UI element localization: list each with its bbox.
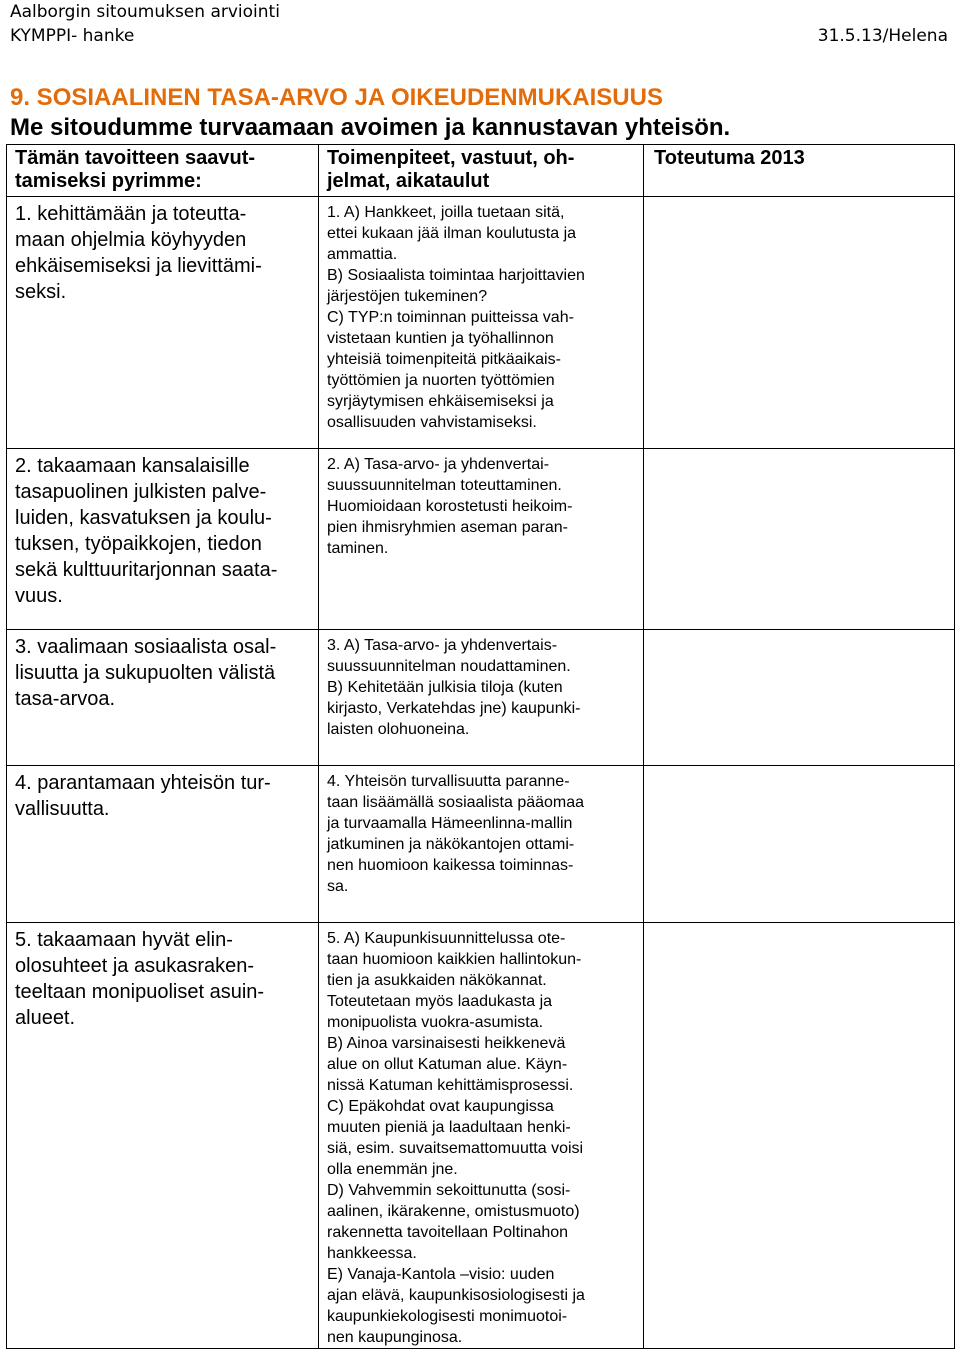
goal-cell: 2. takaamaan kansalaisille tasapuolinen julkisten palve- luiden, kasvatuksen ja koulu- tuksen, työpaikkojen, tiedon sekä kulttuuritarjonnan saata- vuus. [7, 449, 319, 630]
document-header-left [10, 0, 280, 48]
result-cell [644, 449, 955, 630]
table-row [7, 449, 955, 630]
action-cell: 4. Yhteisön turvallisuutta paranne- taan lisäämällä sosiaalista pääomaa ja turvaamalla Hämeenlinna-mallin jatkuminen ja näkökantojen ottami- nen huomioon kaikessa toiminnas- sa. [319, 766, 644, 923]
action-cell: 5. A) Kaupunkisuunnittelussa ote- taan huomioon kaikkien hallintokun- tien ja asukkaiden näkökannat. Toteutetaan myös laadukasta ja monipuolista vuokra-asumista. B) Ainoa varsinaisesti heikkenevä alue on ollut Katuman alue. Käyn- nissä Katuman kehittämisprosessi. C) Epäkohdat ovat kaupungissa muuten pieniä ja laadultaan henki- siä, esim. suvaitsemattomuutta voisi olla enemmän jne. D) Vahvemmin sekoittunutta (sosi- aalinen, ikärakenne, omistusmuoto) rakennetta tavoitellaan Poltinahon hankkeessa. E) Vanaja-Kantola –visio: uuden ajan elävä, kaupunkisosiologisesti ja kaupunkiekologisesti monimuotoi- nen kaupunginosa. [319, 923, 644, 1349]
goal-cell: 4. parantamaan yhteisön tur- vallisuutta. [7, 766, 319, 923]
result-cell [644, 766, 955, 923]
table-row [7, 630, 955, 766]
result-cell [644, 630, 955, 766]
goal-cell: 3. vaalimaan sosiaalista osal- lisuutta ja sukupuolten välistä tasa-arvoa. [7, 630, 319, 766]
action-cell: 2. A) Tasa-arvo- ja yhdenvertai- suussuunnitelman toteuttaminen. Huomioidaan korostetusti heikoim- pien ihmisryhmien aseman paran- taminen. [319, 449, 644, 630]
table-row [7, 197, 955, 449]
table-header-row [7, 145, 955, 197]
section-title: 9. SOSIAALINEN TASA-ARVO JA OIKEUDENMUKAISUUS [10, 84, 663, 111]
table-row [7, 766, 955, 923]
header-result: Toteutuma 2013 [644, 145, 955, 197]
header-goals: Tämän tavoitteen saavut- tamiseksi pyrimme: [7, 145, 319, 197]
result-cell [644, 197, 955, 449]
header-actions: Toimenpiteet, vastuut, oh- jelmat, aikataulut [319, 145, 644, 197]
section-subtitle: Me sitoudumme turvaamaan avoimen ja kannustavan yhteisön. [10, 114, 731, 141]
result-cell [644, 923, 955, 1349]
table-row [7, 923, 955, 1349]
commitment-table [6, 144, 955, 1349]
goal-cell: 5. takaamaan hyvät elin- olosuhteet ja asukasraken- teeltaan monipuoliset asuin- alueet. [7, 923, 319, 1349]
action-cell: 3. A) Tasa-arvo- ja yhdenvertais- suussuunnitelman noudattaminen. B) Kehitetään julkisia tiloja (kuten kirjasto, Verkatehdas jne) kaupunki- laisten olohuoneina. [319, 630, 644, 766]
header-date-author: 31.5.13/Helena [817, 26, 948, 46]
goal-cell: 1. kehittämään ja toteutta- maan ohjelmia köyhyyden ehkäisemiseksi ja lievittämi- seksi. [7, 197, 319, 449]
action-cell: 1. A) Hankkeet, joilla tuetaan sitä, ettei kukaan jää ilman koulutusta ja ammattia. B) Sosiaalista toimintaa harjoittavien järjestöjen tukeminen? C) TYP:n toiminnan puitteissa vah- vistetaan kuntien ja työhallinnon yhteisiä toimenpiteitä pitkäaikais- työttömien ja nuorten työttömien syrjäytymisen ehkäisemiseksi ja osallisuuden vahvistamiseksi. [319, 197, 644, 449]
header-document-title: Aalborgin sitoumuksen arviointi [10, 2, 280, 22]
header-project-name: KYMPPI- hanke [10, 26, 135, 46]
